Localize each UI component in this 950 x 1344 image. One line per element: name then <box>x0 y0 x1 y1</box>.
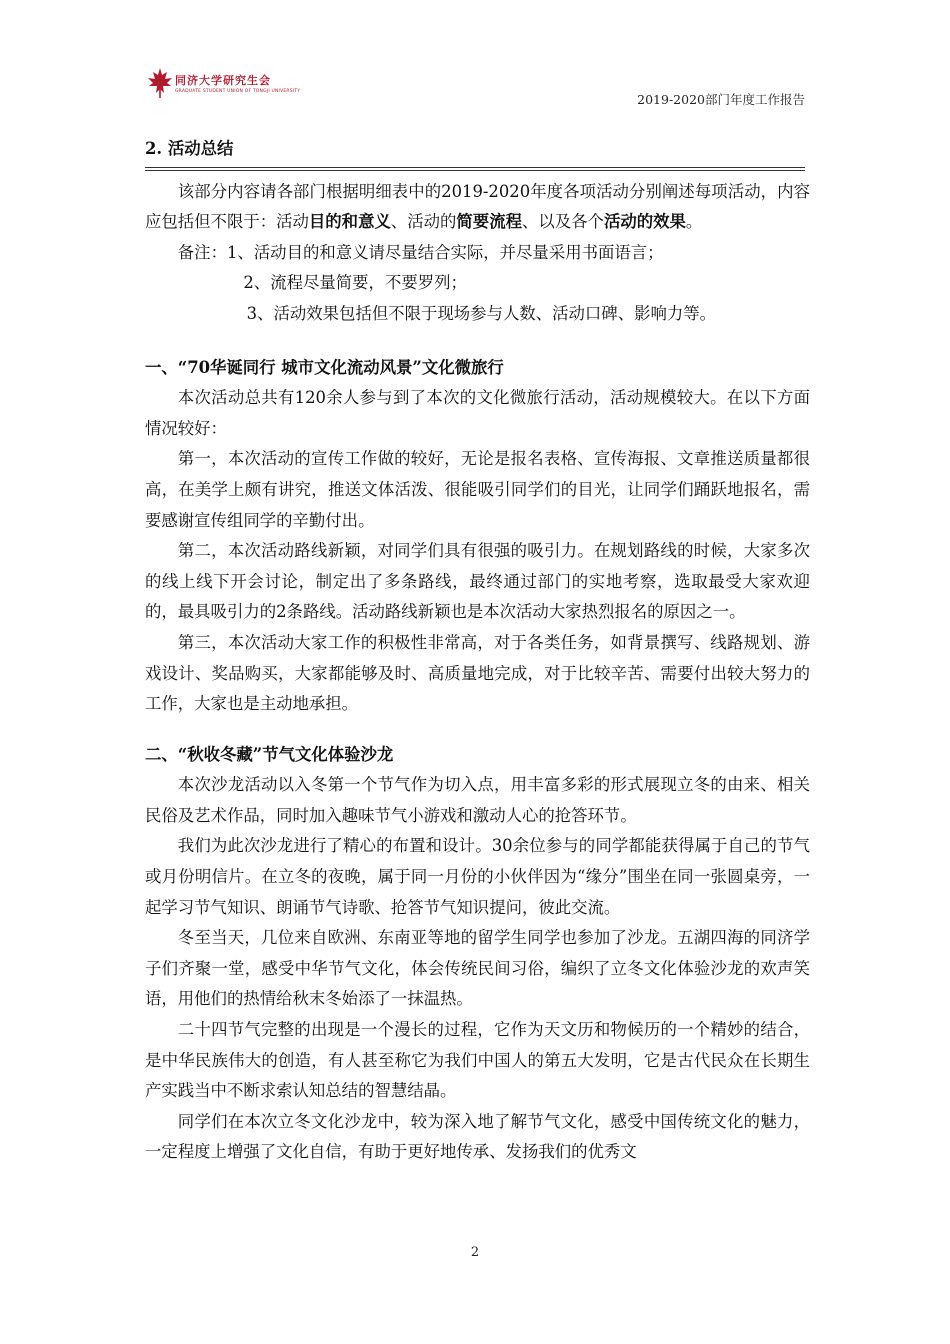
intro-bold-effect: 活动的效果 <box>603 212 686 232</box>
activity1-paragraph: 第二，本次活动路线新颖，对同学们具有很强的吸引力。在规划路线的时候，大家多次的线上线下开会讨论，制定出了多条路线，最终通过部门的实地考察，选取最受大家欢迎的，最具吸引力的2条路线。活动路线新颖也是本次活动大家热烈报名的原因之一。 <box>145 541 810 622</box>
activity2-paragraph: 同学们在本次立冬文化沙龙中，较为深入地了解节气文化，感受中国传统文化的魅力，一定程度上增强了文化自信，有助于更好地传承、发扬我们的优秀文 <box>145 1111 810 1162</box>
maple-leaf-icon <box>145 66 175 100</box>
intro-text: 。 <box>685 212 703 232</box>
activity2-paragraph: 本次沙龙活动以入冬第一个节气作为切入点，用丰富多彩的形式展现立冬的由来、相关民俗及艺术作品，同时加入趣味节气小游戏和激动人心的抢答环节。 <box>145 775 810 825</box>
logo-subtitle: GRADUATE STUDENT UNION OF TONGJI UNIVERSITY <box>175 89 301 94</box>
intro-text: 该部分内容请各部门根据明细表中的2019-2020年度各项活动分别阐述每项活动，内容应包括但不限于：活动 <box>145 181 810 232</box>
page-header <box>145 62 805 108</box>
page-number: 2 <box>470 1245 480 1260</box>
intro-text: 、以及各个 <box>521 212 604 232</box>
union-logo <box>145 66 315 102</box>
logo-name: 同济大学研究生会 <box>175 74 271 87</box>
activity2-title: 二、“秋收冬藏”节气文化体验沙龙 <box>145 744 394 764</box>
report-title: 2019-2020部门年度工作报告 <box>637 92 805 107</box>
activity2-paragraph: 冬至当天，几位来自欧洲、东南亚等地的留学生同学也参加了沙龙。五湖四海的同济学子们齐聚一堂，感受中华节气文化，体会传统民间习俗，编织了立冬文化体验沙龙的欢声笑语，用他们的热情给秋末冬始添了一抹温热。 <box>145 928 810 1009</box>
section-heading: 2. 活动总结 <box>145 139 234 158</box>
intro-bold-process: 简要流程 <box>456 212 522 232</box>
activity1-paragraph: 本次活动总共有120余人参与到了本次的文化微旅行活动，活动规模较大。在以下方面情况较好： <box>145 388 810 438</box>
activity1-paragraph: 第三，本次活动大家工作的积极性非常高，对于各类任务，如背景撰写、线路规划、游戏设计、奖品购买，大家都能够及时、高质量地完成，对于比较辛苦、需要付出较大努力的工作，大家也是主动地承担。 <box>145 632 810 714</box>
note-line: 备注：1、活动目的和意义请尽量结合实际，并尽量采用书面语言； <box>177 242 664 262</box>
intro-bold-purpose: 目的和意义 <box>308 212 391 232</box>
section-intro <box>145 177 810 238</box>
intro-text: 、活动的 <box>390 212 457 232</box>
spacer <box>145 720 810 740</box>
note-line: 3、活动效果包括但不限于现场参与人数、活动口碑、影响力等。 <box>246 303 717 323</box>
activity2-paragraph: 二十四节气完整的出现是一个漫长的过程，它作为天文历和物候历的一个精妙的结合，是中华民族伟大的创造，有人甚至称它为我们中国人的第五大发明，它是古代民众在长期生产实践当中不断求索认知总结的智慧结晶。 <box>145 1020 810 1101</box>
note-line: 2、流程尽量简要，不要罗列； <box>243 273 467 293</box>
document-body <box>145 134 810 1168</box>
activity1-title: 一、“70华诞同行 城市文化流动风景”文化微旅行 <box>145 357 504 377</box>
spacer <box>145 330 810 353</box>
activity1-paragraph: 第一，本次活动的宣传工作做的较好，无论是报名表格、宣传海报、文章推送质量都很高，在美学上颇有讲究，推送文体活泼、很能吸引同学们的目光，让同学们踊跃地报名，需要感谢宣传组同学的辛勤付出。 <box>145 449 810 530</box>
activity2-paragraph: 我们为此次沙龙进行了精心的布置和设计。30余位参与的同学都能获得属于自己的节气或月份明信片。在立冬的夜晚，属于同一月份的小伙伴因为“缘分”围坐在同一张圆桌旁，一起学习节气知识、朗诵节气诗歌、抢答节气知识提问，彼此交流。 <box>145 836 810 917</box>
